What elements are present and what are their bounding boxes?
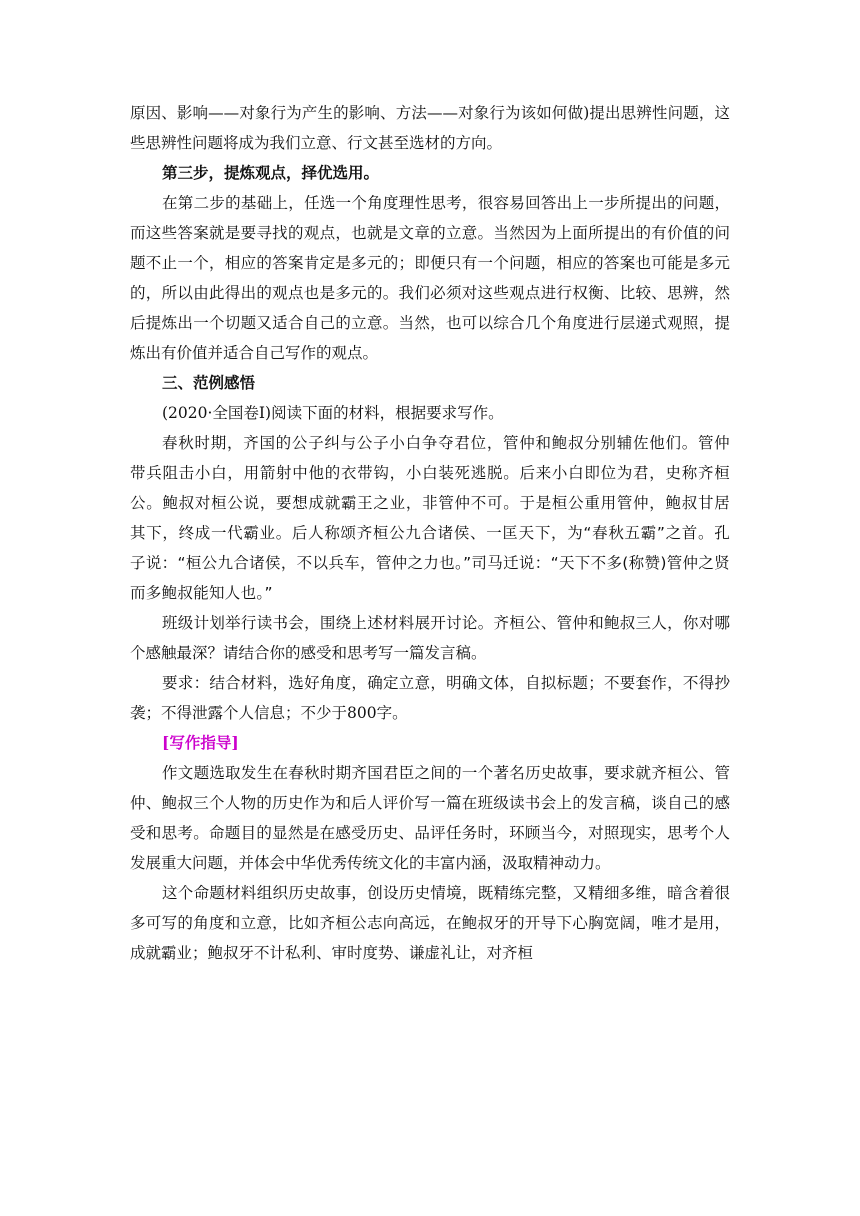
guide-paragraph-2: 这个命题材料组织历史故事，创设历史情境，既精练完整，又精细多维，暗含着很多可写的角度和立意，比如齐桓公志向高远，在鲍叔牙的开导下心胸宽阔，唯才是用，成就霸业；鲍叔牙不计私利、审时度势、谦虚礼让，对齐桓 [130, 884, 730, 962]
paragraph-continued: 原因、影响——对象行为产生的影响、方法——对象行为该如何做)提出思辨性问题，这些思辨性问题将成为我们立意、行文甚至选材的方向。 [130, 104, 730, 152]
step-3-heading: 第三步，提炼观点，择优选用。 [162, 163, 380, 182]
section-heading-examples: 三、范例感悟 [162, 373, 256, 392]
exam-requirement: 要求：结合材料，选好角度，确定立意，明确文体，自拟标题；不要套作，不得抄袭；不得泄露个人信息；不少于800字。 [130, 674, 730, 722]
document-page [130, 98, 730, 968]
exam-source: (2020·全国卷Ⅰ)阅读下面的材料，根据要求写作。 [162, 404, 504, 422]
paragraph-step-3: 在第二步的基础上，任选一个角度理性思考，很容易回答出上一步所提出的问题，而这些答案就是要寻找的观点，也就是文章的立意。当然因为上面所提出的有价值的问题不止一个，相应的答案肯定是多元的；即便只有一个问题，相应的答案也可能是多元的，所以由此得出的观点也是多元的。我们必须对这些观点进行权衡、比较、思辨，然后提炼出一个切题又适合自己的立意。当然，也可以综合几个角度进行层递式观照，提炼出有价值并适合自己写作的观点。 [130, 194, 730, 362]
writing-guide-label: [写作指导] [162, 733, 239, 752]
exam-material: 春秋时期，齐国的公子纠与公子小白争夺君位，管仲和鲍叔分别辅佐他们。管仲带兵阻击小白，用箭射中他的衣带钩，小白装死逃脱。后来小白即位为君，史称齐桓公。鲍叔对桓公说，要想成就霸王之业，非管仲不可。于是桓公重用管仲，鲍叔甘居其下，终成一代霸业。后人称颂齐桓公九合诸侯、一匡天下，为“春秋五霸”之首。孔子说：“桓公九合诸侯，不以兵车，管仲之力也。”司马迁说：“天下不多(称赞)管仲之贤而多鲍叔能知人也。” [130, 434, 730, 602]
exam-task: 班级计划举行读书会，围绕上述材料展开讨论。齐桓公、管仲和鲍叔三人，你对哪个感触最深？请结合你的感受和思考写一篇发言稿。 [130, 614, 730, 662]
guide-paragraph-1: 作文题选取发生在春秋时期齐国君臣之间的一个著名历史故事，要求就齐桓公、管仲、鲍叔三个人物的历史作为和后人评价写一篇在班级读书会上的发言稿，谈自己的感受和思考。命题目的显然是在感受历史、品评任务时，环顾当今，对照现实，思考个人发展重大问题，并体会中华优秀传统文化的丰富内涵，汲取精神动力。 [130, 764, 730, 872]
